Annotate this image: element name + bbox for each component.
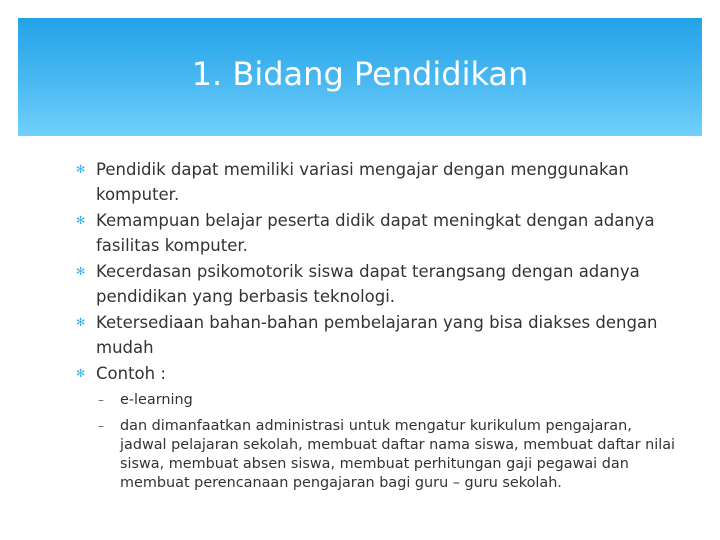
bullet-star-icon: ✻ bbox=[76, 367, 86, 380]
dash-icon: – bbox=[98, 418, 104, 433]
slide-title: 1. Bidang Pendidikan bbox=[191, 55, 529, 93]
bullet-text: Pendidik dapat memiliki variasi mengajar dengan menggunakan komputer. bbox=[96, 160, 629, 204]
slide-content bbox=[76, 158, 676, 500]
bullet-item bbox=[76, 158, 676, 207]
dash-icon: – bbox=[98, 392, 104, 407]
bullet-item bbox=[76, 260, 676, 309]
bullet-text: Contoh : bbox=[96, 364, 166, 383]
sub-bullet-text: dan dimanfaatkan administrasi untuk mengatur kurikulum pengajaran, jadwal pelajaran sekolah, membuat daftar nama siswa, membuat daftar nilai siswa, membuat absen siswa, membuat perhitungan gaji pegawai dan membuat perencanaan pengajaran bagi guru – guru sekolah. bbox=[120, 417, 676, 491]
bullet-item bbox=[76, 311, 676, 360]
sub-bullet-list bbox=[76, 391, 676, 493]
bullet-star-icon: ✻ bbox=[76, 163, 86, 176]
bullet-star-icon: ✻ bbox=[76, 316, 86, 329]
sub-bullet-item bbox=[96, 417, 676, 493]
bullet-text: Ketersediaan bahan-bahan pembelajaran yang bisa diakses dengan mudah bbox=[96, 313, 658, 357]
bullet-text: Kecerdasan psikomotorik siswa dapat terangsang dengan adanya pendidikan yang berbasis teknologi. bbox=[96, 262, 640, 306]
bullet-text: Kemampuan belajar peserta didik dapat meningkat dengan adanya fasilitas komputer. bbox=[96, 211, 655, 255]
bullet-star-icon: ✻ bbox=[76, 265, 86, 278]
bullet-item bbox=[76, 362, 676, 387]
title-banner bbox=[18, 18, 702, 136]
bullet-star-icon: ✻ bbox=[76, 214, 86, 227]
bullet-item bbox=[76, 209, 676, 258]
sub-bullet-text: e-learning bbox=[120, 391, 193, 408]
sub-bullet-item bbox=[96, 391, 676, 410]
